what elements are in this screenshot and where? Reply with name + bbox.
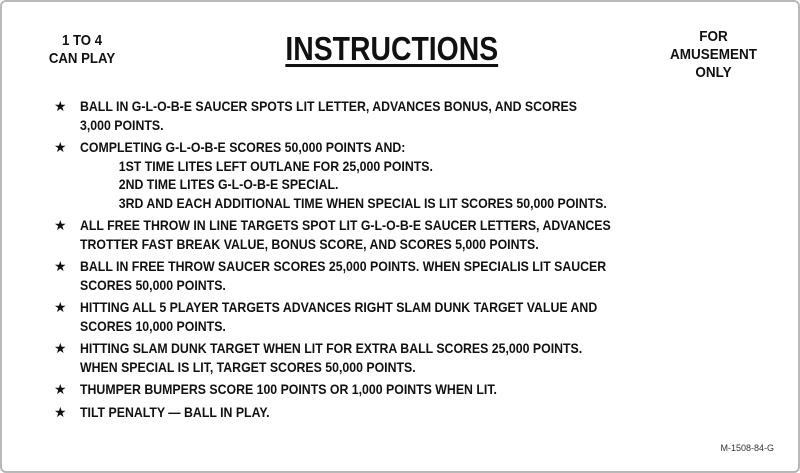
instruction-line: HITTING SLAM DUNK TARGET WHEN LIT FOR EXTRA BALL SCORES 25,000 POINTS.	[80, 340, 583, 356]
instruction-line: BALL IN G-L-O-B-E SAUCER SPOTS LIT LETTER, ADVANCES BONUS, AND SCORES	[80, 98, 577, 114]
instruction-subline: 3RD AND EACH ADDITIONAL TIME WHEN SPECIAL IS LIT SCORES 50,000 POINTS.	[118, 194, 607, 211]
amusement-notice-line-3: ONLY	[695, 64, 732, 81]
instruction-text	[80, 138, 766, 212]
instruction-line: WHEN SPECIAL IS LIT, TARGET SCORES 50,000 POINTS.	[80, 358, 416, 375]
star-bullet-icon: ★	[54, 217, 67, 233]
instruction-text	[80, 97, 766, 134]
list-item	[48, 380, 768, 399]
list-item	[48, 403, 768, 422]
instruction-line: COMPLETING G-L-O-B-E SCORES 50,000 POINTS AND:	[80, 139, 406, 155]
instruction-text	[80, 403, 766, 422]
instruction-line: BALL IN FREE THROW SAUCER SCORES 25,000 POINTS. WHEN SPECIALIS LIT SAUCER	[80, 258, 607, 274]
list-item	[48, 298, 768, 335]
star-bullet-icon: ★	[54, 139, 67, 155]
instruction-list	[48, 97, 768, 425]
list-item	[48, 97, 768, 134]
player-count-line-1: 1 TO 4	[61, 32, 103, 49]
star-bullet-icon: ★	[54, 340, 67, 356]
instruction-line: 3,000 POINTS.	[80, 116, 164, 133]
star-bullet-icon: ★	[54, 381, 67, 397]
page-title-text: INSTRUCTIONS	[285, 30, 499, 67]
instruction-text	[80, 298, 766, 335]
instruction-line: THUMPER BUMPERS SCORE 100 POINTS OR 1,000 POINTS WHEN LIT.	[80, 381, 497, 397]
star-bullet-icon: ★	[54, 98, 67, 114]
list-item	[48, 216, 768, 253]
player-count-line-2: CAN PLAY	[48, 50, 116, 67]
instruction-text	[80, 380, 766, 399]
star-bullet-icon: ★	[54, 403, 67, 420]
instruction-line: TILT PENALTY — BALL IN PLAY.	[80, 403, 270, 420]
part-number: M-1508-84-G	[720, 443, 774, 453]
amusement-notice	[655, 28, 772, 82]
star-bullet-icon: ★	[54, 299, 67, 315]
amusement-notice-line-1: FOR	[699, 28, 728, 45]
instruction-subline: 1ST TIME LITES LEFT OUTLANE FOR 25,000 POINTS.	[118, 157, 433, 174]
list-item	[48, 339, 768, 376]
instruction-line: HITTING ALL 5 PLAYER TARGETS ADVANCES RIGHT SLAM DUNK TARGET VALUE AND	[80, 299, 598, 315]
list-item	[48, 257, 768, 294]
instruction-text	[80, 339, 766, 376]
instruction-line: TROTTER FAST BREAK VALUE, BONUS SCORE, AND SCORES 5,000 POINTS.	[80, 235, 539, 252]
list-item	[48, 138, 768, 212]
instruction-line: SCORES 10,000 POINTS.	[80, 317, 226, 334]
instruction-line: ALL FREE THROW IN LINE TARGETS SPOT LIT G-L-O-B-E SAUCER LETTERS, ADVANCES	[80, 217, 611, 233]
star-bullet-icon: ★	[54, 258, 67, 274]
instruction-subline: 2ND TIME LITES G-L-O-B-E SPECIAL.	[118, 176, 339, 192]
instruction-text	[80, 216, 766, 253]
instruction-line: SCORES 50,000 POINTS.	[80, 276, 226, 293]
instruction-text	[80, 257, 766, 294]
amusement-notice-line-2: AMUSEMENT	[669, 46, 757, 63]
